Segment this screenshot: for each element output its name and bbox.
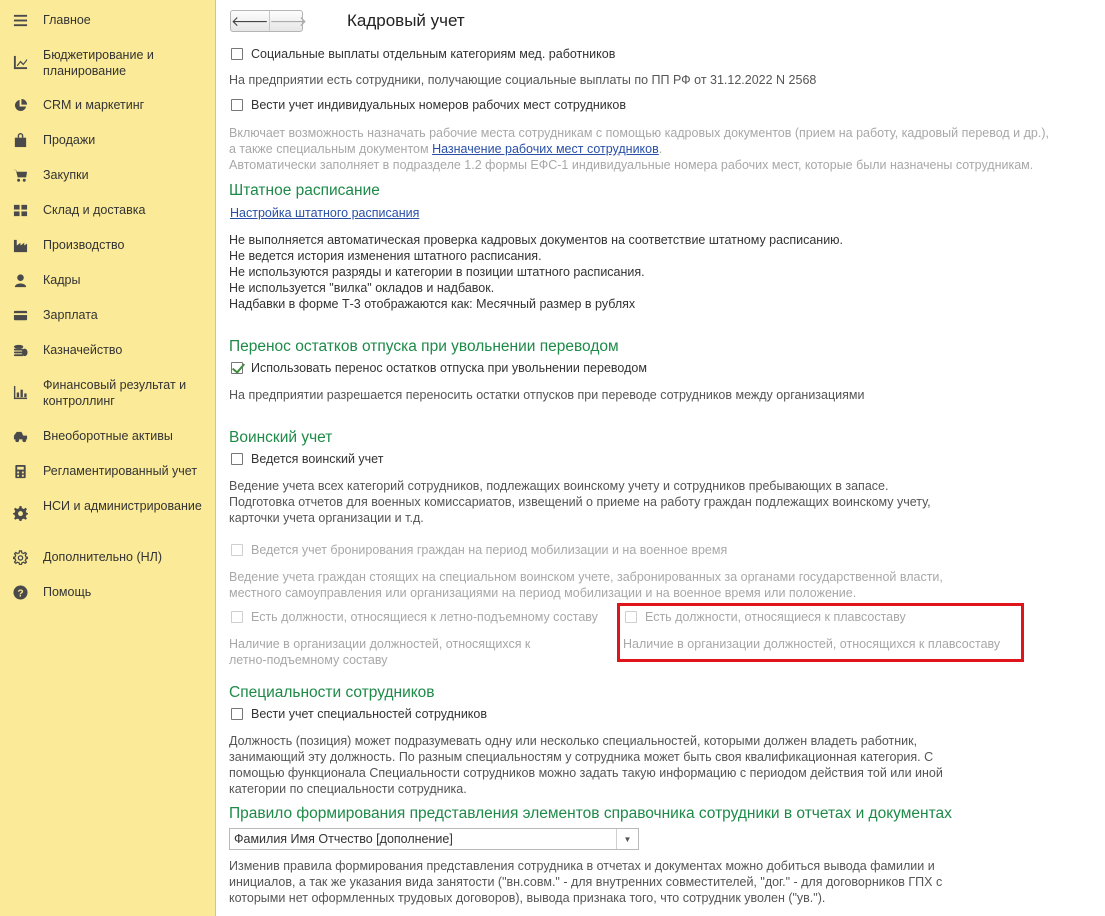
sidebar-item-additional[interactable] [0,549,216,569]
workplaces-label: Вести учет индивидуальных номеров рабочих мест сотрудников [251,98,626,112]
sidebar-item-label: Бюджетирование и планирование [43,48,154,78]
staffing-header: Штатное расписание [229,182,380,199]
sidebar-item-crm[interactable] [0,97,216,117]
staffing-info-line: Не используются разряды и категории в позиции штатного расписания. [229,265,645,279]
sidebar-item-label: НСИ и администрирование [43,499,202,513]
staffing-info-line: Не используется "вилка" окладов и надбавок. [229,281,495,295]
specialties-desc [229,733,943,797]
reservation-desc-line: Ведение учета граждан стоящих на специальном воинском учете, забронированных за органами государственной власти, [229,570,943,584]
forward-button[interactable]: 🡒 [269,11,308,31]
reservation-label: Ведется учет бронирования граждан на период мобилизации и на военное время [251,543,728,557]
bar-chart-icon [12,384,28,400]
sidebar-item-admin[interactable] [0,498,216,532]
sidebar-item-budgeting[interactable] [0,47,216,81]
card-icon [12,307,28,323]
budget-chart-icon [12,54,28,70]
flight-crew-desc [229,636,530,668]
staffing-info [229,232,843,312]
sidebar-item-main[interactable] [0,12,216,32]
specialties-checkbox[interactable] [231,708,243,720]
sidebar-item-sales[interactable] [0,132,216,152]
gear-icon [12,505,28,521]
specialties-desc-line: занимающий эту должность. По разным специальностям у сотрудника может быть своя квалификационная категория. С [229,750,934,764]
workplaces-desc-2-text: а также специальным документом [229,142,433,156]
military-desc-line: Подготовка отчетов для военных комиссариатов, извещений о приеме на работу граждан подлежащих воинскому учету, [229,495,931,509]
sidebar-item-label: Внеоборотные активы [43,429,173,443]
cart-icon [12,167,28,183]
workplaces-assignment-link[interactable]: Назначение рабочих мест сотрудников [432,142,659,156]
sidebar-item-salary[interactable] [0,307,216,327]
reservation-checkbox[interactable] [231,544,243,556]
naming-rule-select[interactable] [229,828,639,850]
ship-crew-label: Есть должности, относящиеся к плавсоставу [645,610,906,624]
chevron-down-icon[interactable]: ▼ [616,829,638,849]
navigation-buttons [230,10,308,32]
military-records-checkbox[interactable] [231,453,243,465]
sidebar-item-label: Казначейство [43,343,123,357]
sidebar-item-financial-result[interactable] [0,377,216,411]
sidebar [0,0,216,916]
sidebar-item-label: Производство [43,238,125,252]
workplaces-desc-3: Автоматически заполняет в подразделе 1.2 формы ЕФС-1 индивидуальные номера рабочих мест, которые были назначены сотрудникам. [229,158,1034,172]
shopping-bag-icon [12,132,28,148]
person-icon [12,272,28,288]
calculator-icon [12,463,28,479]
page-title: Кадровый учет [347,11,465,30]
sidebar-item-warehouse[interactable] [0,202,216,222]
sidebar-item-treasury[interactable] [0,342,216,362]
sidebar-item-label: Главное [43,13,91,27]
staffing-info-line: Надбавки в форме Т-3 отображаются как: Месячный размер в рублях [229,297,636,311]
vacation-transfer-header: Перенос остатков отпуска при увольнении переводом [229,338,619,355]
social-payments-note: На предприятии есть сотрудники, получающие социальные выплаты по ПП РФ от 31.12.2022 N 2568 [229,73,817,87]
sidebar-item-label: Регламентированный учет [43,464,198,478]
specialties-desc-line: помощью функционала Специальности сотрудников можно задать такую информацию с периодом действия той или иной [229,766,943,780]
vehicle-icon [12,428,28,444]
staffing-info-line: Не выполняется автоматическая проверка кадровых документов на соответствие штатному расписанию. [229,233,844,247]
military-records-label: Ведется воинский учет [251,452,384,466]
pie-chart-icon [12,97,28,113]
svg-text:?: ? [16,587,24,599]
workplaces-checkbox[interactable] [231,99,243,111]
flight-crew-desc-line: Наличие в организации должностей, относящихся к [229,637,531,651]
sidebar-item-label: Зарплата [43,308,98,322]
naming-rule-desc [229,858,942,906]
back-button[interactable]: 🡐 [231,12,269,29]
vacation-transfer-checkbox[interactable] [231,362,243,374]
sidebar-item-label: Закупки [43,168,89,182]
naming-rule-desc-line: которыми нет оформленных трудовых договоров), вывода признака того, что сотрудник уволен ("ув."). [229,891,826,905]
sidebar-item-label: Склад и доставка [43,203,146,217]
flight-crew-checkbox[interactable] [231,611,243,623]
military-header: Воинский учет [229,429,333,446]
military-desc [229,478,931,526]
sidebar-item-label: Кадры [43,273,81,287]
staffing-settings-link[interactable]: Настройка штатного расписания [230,206,420,220]
naming-rule-desc-line: инициалов, а так же указания вида занятости ("вн.совм." - для внутренних совместителей, "дог." - для договорников ГПХ с [229,875,943,889]
social-payments-checkbox[interactable] [231,48,243,60]
sidebar-item-label: Продажи [43,133,96,147]
specialties-desc-line: категории по специальности сотрудника. [229,782,467,796]
sidebar-item-fixed-assets[interactable] [0,428,216,448]
social-payments-label: Социальные выплаты отдельным категориям мед. работников [251,47,616,61]
help-icon [12,584,28,600]
flight-crew-desc-line: летно-подъемному составу [229,653,388,667]
vacation-transfer-label: Использовать перенос остатков отпуска при увольнении переводом [251,361,647,375]
naming-rule-value: Фамилия Имя Отчество [дополнение] [234,832,453,846]
main-content [217,0,1105,916]
ship-crew-checkbox[interactable] [625,611,637,623]
staffing-info-line: Не ведется история изменения штатного расписания. [229,249,542,263]
flight-crew-label: Есть должности, относящиеся к летно-подъемному составу [251,610,598,624]
sidebar-item-regulated-accounting[interactable] [0,463,216,483]
gear-outline-icon [12,549,28,565]
vacation-transfer-desc: На предприятии разрешается переносить остатки отпусков при переводе сотрудников между организациями [229,388,865,402]
reservation-desc [229,569,943,601]
ship-crew-desc: Наличие в организации должностей, относящихся к плавсоставу [623,637,1001,651]
specialties-desc-line: Должность (позиция) может подразумевать одну или несколько специальностей, которыми должен владеть работник, [229,734,918,748]
sidebar-item-hr[interactable] [0,272,216,292]
military-desc-line: Ведение учета всех категорий сотрудников, подлежащих воинскому учету и сотрудников пребывающих в запасе. [229,479,889,493]
specialties-header: Специальности сотрудников [229,684,435,701]
sidebar-item-label: Дополнительно (НЛ) [43,550,162,564]
sidebar-item-label: Финансовый результат и контроллинг [43,378,187,408]
specialties-label: Вести учет специальностей сотрудников [251,707,488,721]
workplaces-desc-2-suffix: . [658,142,663,156]
sidebar-item-purchases[interactable] [0,167,216,187]
reservation-desc-line: местного самоуправления или организациями на период мобилизации и на военное время или положение. [229,586,857,600]
workplaces-desc-1: Включает возможность назначать рабочие места сотрудникам с помощью кадровых документов (прием на работу, кадровый перевод и др.), [229,126,1049,140]
sidebar-item-label: CRM и маркетинг [43,98,145,112]
menu-lines-icon [12,12,28,28]
factory-icon [12,237,28,253]
military-desc-line: карточки учета организации и т.д. [229,511,424,525]
sidebar-item-help[interactable] [0,584,216,604]
sidebar-item-production[interactable] [0,237,216,257]
sidebar-item-label: Помощь [43,585,92,599]
naming-rule-desc-line: Изменив правила формирования представления сотрудника в отчетах и документах можно добиться вывода фамилии и [229,859,935,873]
warehouse-grid-icon [12,202,28,218]
naming-rule-header: Правило формирования представления элементов справочника сотрудники в отчетах и документах [229,805,952,822]
coins-icon [12,342,28,358]
workplaces-desc-2 [229,141,662,157]
